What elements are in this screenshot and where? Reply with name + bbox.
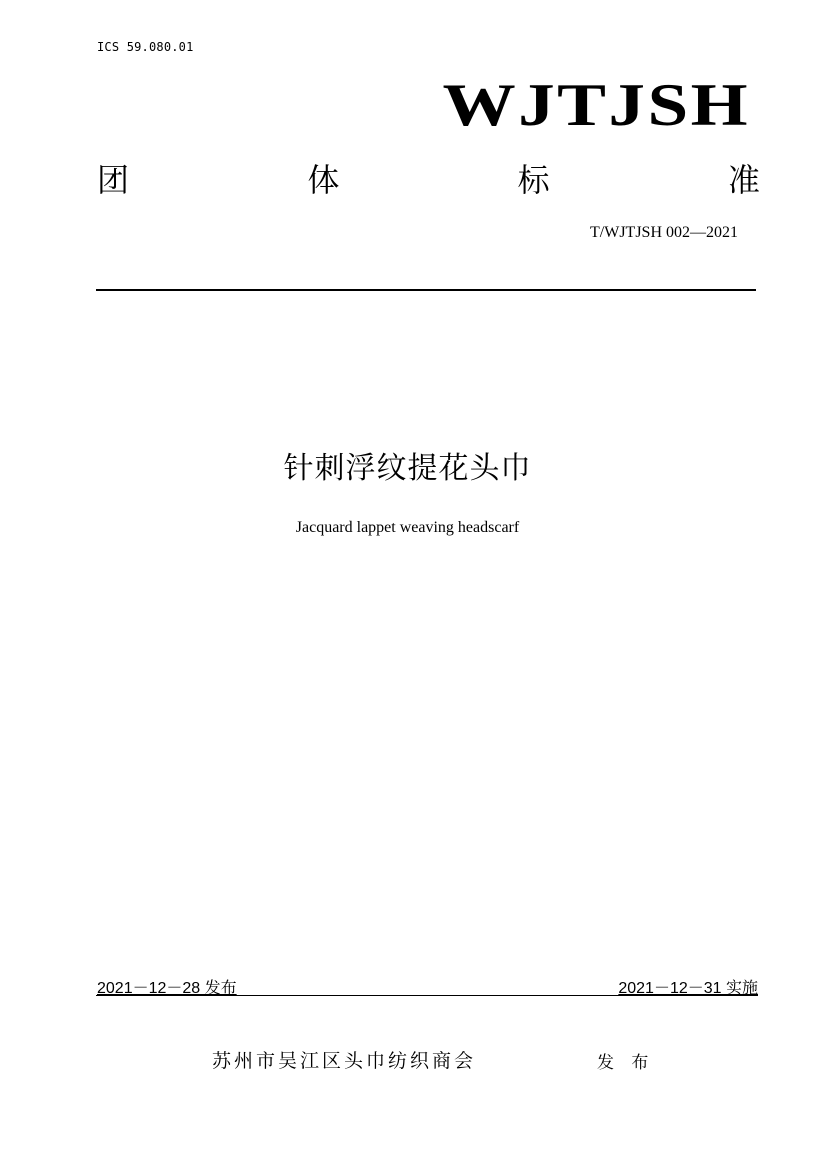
publisher-name: 苏州市吴江区头巾纺织商会	[212, 1050, 477, 1072]
publish-date: 2021－12－28 发布	[97, 980, 237, 997]
standard-type-char: 团	[97, 161, 130, 199]
header-divider	[96, 289, 756, 291]
standard-type-char: 体	[307, 161, 340, 199]
publish-label: 发 布	[597, 1053, 655, 1073]
standard-code: T/WJTJSH 002—2021	[590, 224, 738, 241]
association-logo: WJTJSH	[442, 72, 750, 138]
ics-code: ICS 59.080.01	[97, 40, 194, 54]
footer-divider	[96, 995, 758, 996]
document-title-english: Jacquard lappet weaving headscarf	[295, 519, 520, 536]
document-title-chinese: 针刺浮纹提花头巾	[283, 451, 532, 486]
standard-type-char: 准	[727, 161, 760, 199]
standard-type	[97, 160, 760, 200]
implement-date: 2021－12－31 实施	[618, 980, 758, 997]
standard-type-char: 标	[517, 161, 550, 199]
